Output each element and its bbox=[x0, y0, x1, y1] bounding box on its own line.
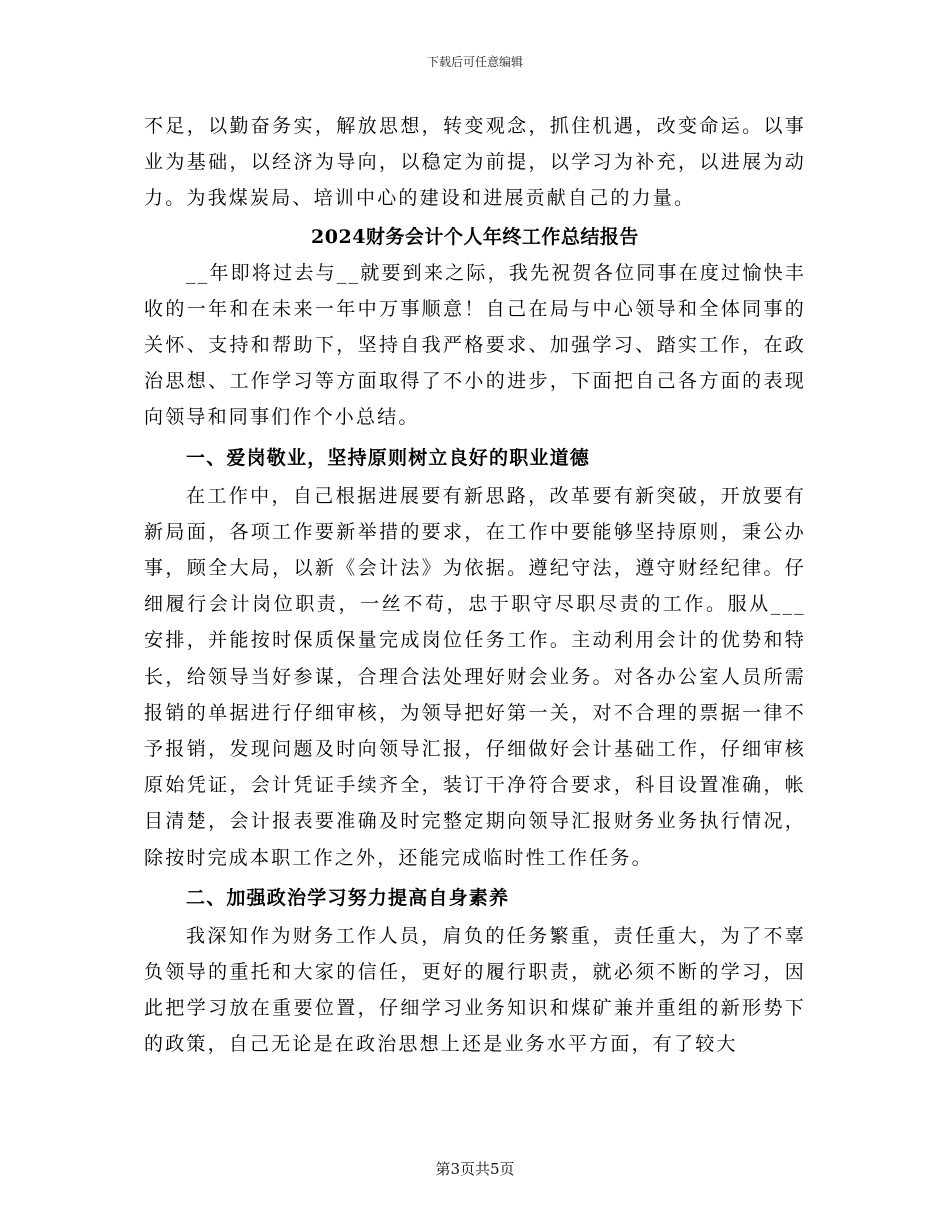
continuation-paragraph: 不足，以勤奋务实，解放思想，转变观念，抓住机遇，改变命运。以事业为基础，以经济为导向，以稳定为前提，以学习为补充，以进展为动力。为我煤炭局、培训中心的建设和进展贡献自己的力量。 bbox=[144, 115, 806, 210]
header-note: 下载后可任意编辑 bbox=[426, 55, 523, 69]
section-2-paragraph: 我深知作为财务工作人员，肩负的任务繁重，责任重大，为了不辜负领导的重托和大家的信任，更好的履行职责，就必须不断的学习，因此把学习放在重要位置，仔细学习业务知识和煤矿兼并重组的新形势下的政策，自己无论是在政治思想上还是业务水平方面，有了较大 bbox=[144, 924, 806, 1056]
section-1-paragraph: 在工作中，自己根据进展要有新思路，改革要有新突破，开放要有新局面，各项工作要新举措的要求，在工作中要能够坚持原则，秉公办事，顾全大局，以新《会计法》为依据。遵纪守法，遵守财经纪律。仔细履行会计岗位职责，一丝不苟，忠于职守尽职尽责的工作。服从___安排，并能按时保质保量完成岗位任务工作。主动利用会计的优势和特长，给领导当好参谋，合理合法处理好财会业务。对各办公室人员所需报销的单据进行仔细审核，为领导把好第一关，对不合理的票据一律不予报销，发现问题及时向领导汇报，仔细做好会计基础工作，仔细审核原始凭证，会计凭证手续齐全，装订干净符合要求，科目设置准确，帐目清楚，会计报表要准确及时完整定期向领导汇报财务业务执行情况，除按时完成本职工作之外，还能完成临时性工作任务。 bbox=[144, 484, 806, 869]
section-2-heading: 二、加强政治学习努力提高自身素养 bbox=[186, 886, 510, 909]
section-1-heading: 一、爱岗敬业，坚持原则树立良好的职业道德 bbox=[186, 446, 591, 469]
document-body bbox=[144, 108, 806, 1063]
report-title: 2024财务会计个人年终工作总结报告 bbox=[311, 225, 639, 248]
intro-paragraph: __年即将过去与__就要到来之际，我先祝贺各位同事在度过愉快丰收的一年和在未来一年中万事顺意！自己在局与中心领导和全体同事的关怀、支持和帮助下，坚持自我严格要求、加强学习、踏实工作，在政治思想、工作学习等方面取得了不小的进步，下面把自己各方面的表现向领导和同事们作个小总结。 bbox=[144, 261, 806, 429]
page-number: 第3页共5页 bbox=[435, 1160, 515, 1178]
